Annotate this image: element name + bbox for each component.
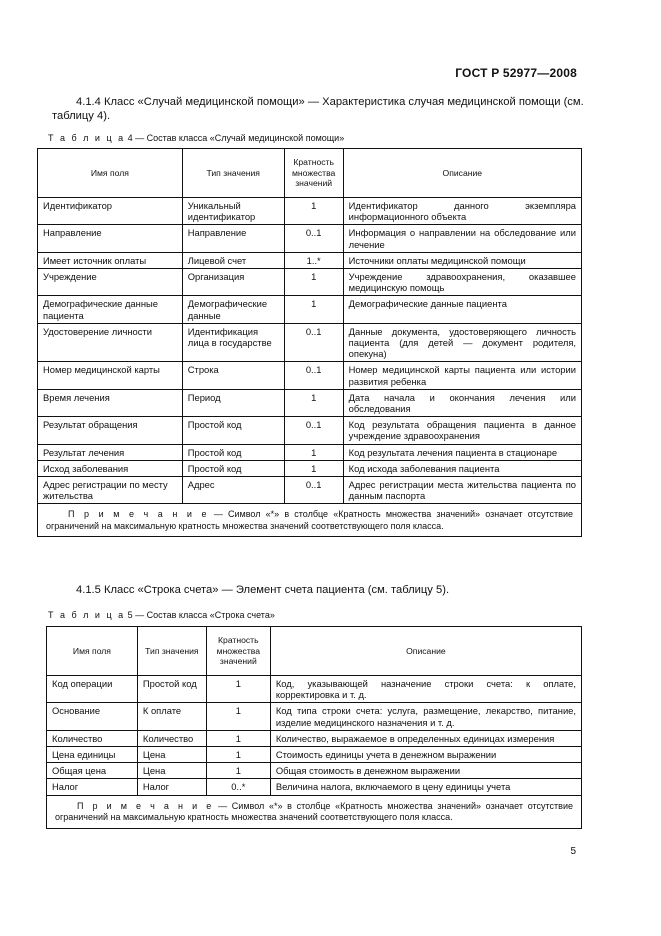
table-row (38, 296, 582, 323)
description-cell: Идентификатор данного экземпляра информационного объекта (343, 198, 581, 225)
description-cell: Номер медицинской карты пациента или истории развития ребенка (343, 362, 581, 389)
table-4-header-field-name: Имя поля (38, 149, 183, 198)
table-5-header-multiplicity: Кратность множества значений (206, 627, 270, 676)
value-type-cell: Простой код (182, 460, 284, 476)
multiplicity-cell: 1 (284, 444, 343, 460)
multiplicity-cell: 0..1 (284, 323, 343, 362)
multiplicity-cell: 1 (206, 703, 270, 730)
table-5-caption (48, 610, 275, 620)
field-name-cell: Налог (47, 779, 138, 795)
table-row (38, 460, 582, 476)
table-4-note-row (38, 504, 582, 537)
value-type-cell: Цена (137, 763, 206, 779)
table-row (38, 323, 582, 362)
description-cell: Общая стоимость в денежном выражении (270, 763, 581, 779)
table-5-header-row (47, 627, 582, 676)
description-cell: Код результата обращения пациента в данное учреждение здравоохранения (343, 417, 581, 444)
value-type-cell: Простой код (182, 444, 284, 460)
value-type-cell: Демографические данные (182, 296, 284, 323)
table-5-note-row (47, 795, 582, 828)
description-cell: Демографические данные пациента (343, 296, 581, 323)
table-4-header-multiplicity: Кратность множества значений (284, 149, 343, 198)
value-type-cell: Адрес (182, 477, 284, 504)
table-4-note (38, 504, 582, 537)
table-5-note (47, 795, 582, 828)
description-cell: Дата начала и окончания лечения или обследования (343, 389, 581, 416)
table-5 (46, 626, 582, 829)
description-cell: Код типа строки счета: услуга, размещение, лекарство, питание, изделие медицинского назначения и т. д. (270, 703, 581, 730)
value-type-cell: Цена (137, 747, 206, 763)
field-name-cell: Номер медицинской карты (38, 362, 183, 389)
table-5-note-text: — Символ «*» в столбце «Кратность множества значений» означает отсутствие ограничений на максимальную кратность множества значений соответствующего поля класса. (55, 800, 573, 823)
table-row (47, 747, 582, 763)
table-4-header-row (38, 149, 582, 198)
section-4-1-5-text: 4.1.5 Класс «Строка счета» — Элемент счета пациента (см. таблицу 5). (76, 584, 450, 596)
multiplicity-cell: 0..1 (284, 362, 343, 389)
field-name-cell: Исход заболевания (38, 460, 183, 476)
field-name-cell: Удостоверение личности (38, 323, 183, 362)
multiplicity-cell: 1 (284, 460, 343, 476)
table-4-header-value-type: Тип значения (182, 149, 284, 198)
description-cell: Код, указывающей назначение строки счета: к оплате, корректировка и т. д. (270, 676, 581, 703)
value-type-cell: Организация (182, 269, 284, 296)
multiplicity-cell: 0..1 (284, 225, 343, 252)
field-name-cell: Демографические данные пациента (38, 296, 183, 323)
table-4-body (38, 198, 582, 504)
table-row (38, 477, 582, 504)
field-name-cell: Результат обращения (38, 417, 183, 444)
table-row (38, 225, 582, 252)
standard-number: ГОСТ Р 52977—2008 (455, 66, 577, 80)
field-name-cell: Код операции (47, 676, 138, 703)
description-cell: Адрес регистрации места жительства пациента по данным паспорта (343, 477, 581, 504)
table-5-header-description: Описание (270, 627, 581, 676)
multiplicity-cell: 1 (284, 389, 343, 416)
field-name-cell: Количество (47, 730, 138, 746)
description-cell: Стоимость единицы учета в денежном выражении (270, 747, 581, 763)
value-type-cell: К оплате (137, 703, 206, 730)
value-type-cell: Идентификация лица в государстве (182, 323, 284, 362)
table-5-body (47, 676, 582, 796)
table-row (38, 198, 582, 225)
table-row (47, 730, 582, 746)
multiplicity-cell: 1..* (284, 252, 343, 268)
multiplicity-cell: 0..* (206, 779, 270, 795)
field-name-cell: Результат лечения (38, 444, 183, 460)
section-4-1-4-text: 4.1.4 Класс «Случай медицинской помощи» — Характеристика случая медицинской помощи (см. таблицу 4). (52, 96, 584, 122)
table-5-note-label: П р и м е ч а н и е (77, 800, 214, 811)
table-4-note-text: — Символ «*» в столбце «Кратность множества значений» означает отсутствие ограничений на максимальную кратность множества значений соответствующего поля класса. (46, 509, 573, 531)
table-4-header-description: Описание (343, 149, 581, 198)
page-number: 5 (570, 846, 576, 857)
table-5-header-field-name: Имя поля (47, 627, 138, 676)
multiplicity-cell: 0..1 (284, 417, 343, 444)
table-row (38, 252, 582, 268)
multiplicity-cell: 1 (206, 676, 270, 703)
field-name-cell: Общая цена (47, 763, 138, 779)
multiplicity-cell: 1 (206, 763, 270, 779)
multiplicity-cell: 1 (284, 269, 343, 296)
description-cell: Код результата лечения пациента в стационаре (343, 444, 581, 460)
multiplicity-cell: 0..1 (284, 477, 343, 504)
value-type-cell: Количество (137, 730, 206, 746)
field-name-cell: Время лечения (38, 389, 183, 416)
table-row (47, 779, 582, 795)
description-cell: Данные документа, удостоверяющего личность пациента (для детей — документ родителя, опекуна) (343, 323, 581, 362)
multiplicity-cell: 1 (284, 296, 343, 323)
value-type-cell: Налог (137, 779, 206, 795)
field-name-cell: Цена единицы (47, 747, 138, 763)
table-row (47, 763, 582, 779)
table-row (38, 362, 582, 389)
value-type-cell: Лицевой счет (182, 252, 284, 268)
multiplicity-cell: 1 (206, 730, 270, 746)
table-row (38, 417, 582, 444)
value-type-cell: Простой код (137, 676, 206, 703)
table-row (38, 269, 582, 296)
multiplicity-cell: 1 (284, 198, 343, 225)
value-type-cell: Направление (182, 225, 284, 252)
field-name-cell: Направление (38, 225, 183, 252)
description-cell: Величина налога, включаемого в цену единицы учета (270, 779, 581, 795)
description-cell: Учреждение здравоохранения, оказавшее медицинскую помощь (343, 269, 581, 296)
table-row (38, 389, 582, 416)
multiplicity-cell: 1 (206, 747, 270, 763)
table-4-caption (48, 133, 344, 143)
table-4-caption-title: 4 — Состав класса «Случай медицинской помощи» (125, 133, 345, 143)
value-type-cell: Уникальный идентификатор (182, 198, 284, 225)
table-row (38, 444, 582, 460)
table-4-caption-label: Т а б л и ц а (48, 133, 126, 143)
value-type-cell: Период (182, 389, 284, 416)
value-type-cell: Строка (182, 362, 284, 389)
description-cell: Информация о направлении на обследование или лечение (343, 225, 581, 252)
field-name-cell: Имеет источник оплаты (38, 252, 183, 268)
description-cell: Источники оплаты медицинской помощи (343, 252, 581, 268)
table-5-header-value-type: Тип значения (137, 627, 206, 676)
field-name-cell: Учреждение (38, 269, 183, 296)
table-4-note-label: П р и м е ч а н и е (68, 509, 209, 520)
field-name-cell: Идентификатор (38, 198, 183, 225)
value-type-cell: Простой код (182, 417, 284, 444)
table-5-caption-title: 5 — Состав класса «Строка счета» (125, 610, 275, 620)
field-name-cell: Адрес регистрации по месту жительства (38, 477, 183, 504)
field-name-cell: Основание (47, 703, 138, 730)
table-row (47, 676, 582, 703)
table-row (47, 703, 582, 730)
description-cell: Код исхода заболевания пациента (343, 460, 581, 476)
table-5-caption-label: Т а б л и ц а (48, 610, 126, 620)
description-cell: Количество, выражаемое в определенных единицах измерения (270, 730, 581, 746)
table-4 (37, 148, 582, 537)
